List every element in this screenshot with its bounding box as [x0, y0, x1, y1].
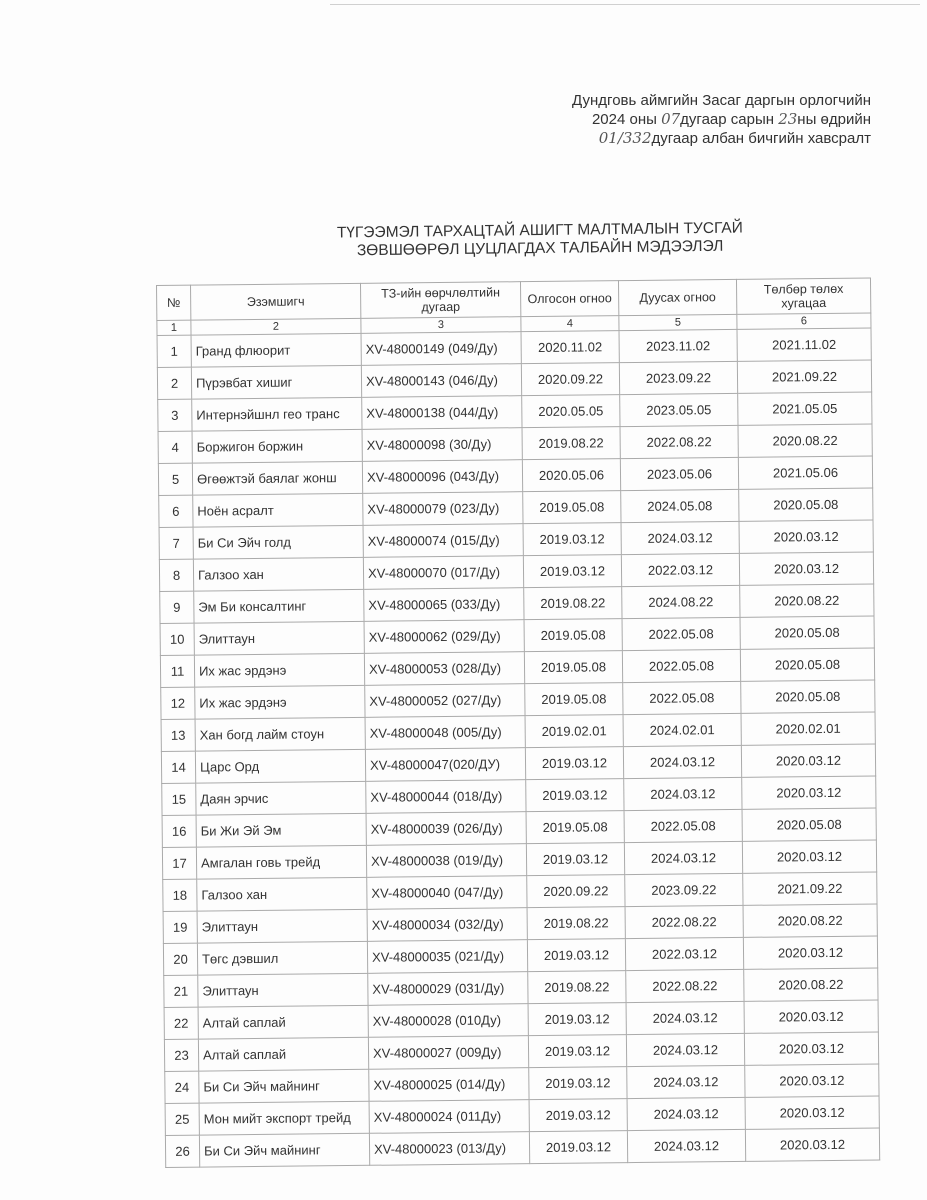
license-number: XV-48000035 (021/Ду): [367, 940, 527, 974]
owner-name: Эм Би консалтинг: [194, 589, 364, 623]
column-number: 2: [191, 318, 361, 335]
expiry-date: 2022.03.12: [621, 553, 739, 586]
header-expiry-date: Дуусах огноо: [618, 279, 736, 315]
owner-name: Даян эрчис: [196, 781, 366, 815]
payment-due-date: 2020.03.12: [739, 552, 873, 585]
expiry-date: 2024.03.12: [627, 1065, 745, 1098]
payment-due-date: 2020.05.08: [739, 488, 873, 521]
header-owner: Эзэмшигч: [191, 283, 361, 320]
expiry-date: 2023.11.02: [619, 329, 737, 362]
license-number: XV-48000079 (023/Ду): [363, 492, 523, 526]
row-number: 1: [157, 335, 191, 367]
issued-date: 2020.05.05: [522, 395, 620, 428]
note-year: 2024 оны: [591, 111, 657, 128]
attachment-note-line1: Дундговь аймгийн Засаг даргын орлогчийн: [572, 92, 871, 109]
issued-date: 2019.08.22: [528, 971, 626, 1004]
row-number: 5: [158, 463, 192, 495]
license-number: XV-48000098 (30/Ду): [362, 428, 522, 462]
issued-date: 2019.05.08: [525, 683, 623, 716]
expiry-date: 2022.08.22: [625, 905, 743, 938]
payment-due-date: 2020.03.12: [739, 520, 873, 553]
row-number: 19: [163, 911, 197, 943]
issued-date: 2020.05.06: [522, 459, 620, 492]
note-ref-handwritten: 01/332: [598, 129, 652, 147]
issued-date: 2019.03.12: [526, 843, 624, 876]
row-number: 21: [164, 975, 198, 1007]
owner-name: Би Си Эйч майнинг: [199, 1133, 369, 1167]
expiry-date: 2024.08.22: [622, 585, 740, 618]
row-number: 17: [162, 847, 196, 879]
expiry-date: 2024.03.12: [626, 1033, 744, 1066]
header-no: №: [157, 285, 191, 320]
payment-due-date: 2021.09.22: [737, 360, 871, 393]
owner-name: Амгалан говь трейд: [196, 845, 366, 879]
expiry-date: 2024.03.12: [626, 1001, 744, 1034]
payment-due-date: 2020.05.08: [741, 680, 875, 713]
issued-date: 2020.11.02: [521, 331, 619, 364]
owner-name: Би Си Эйч голд: [193, 525, 363, 559]
expiry-date: 2024.03.12: [627, 1097, 745, 1130]
issued-date: 2019.03.12: [523, 555, 621, 588]
issued-date: 2020.09.22: [521, 363, 619, 396]
payment-due-date: 2020.08.22: [740, 584, 874, 617]
attachment-note: [451, 92, 871, 148]
row-number: 12: [161, 687, 195, 719]
document-title: [290, 219, 790, 261]
row-number: 16: [162, 815, 196, 847]
payment-due-date: 2020.05.08: [740, 616, 874, 649]
note-day-handwritten: 23: [778, 110, 798, 128]
issued-date: 2019.03.12: [526, 779, 624, 812]
payment-due-date: 2020.03.12: [742, 776, 876, 809]
row-number: 4: [158, 431, 192, 463]
payment-due-date: 2020.03.12: [743, 936, 877, 969]
issued-date: 2019.05.08: [523, 491, 621, 524]
expiry-date: 2022.05.08: [624, 809, 742, 842]
issued-date: 2019.03.12: [523, 523, 621, 556]
license-number: XV-48000029 (031/Ду): [368, 972, 528, 1006]
owner-name: Элиттаун: [197, 909, 367, 943]
license-number: XV-48000025 (014/Ду): [369, 1068, 529, 1102]
payment-due-date: 2020.03.12: [742, 840, 876, 873]
expiry-date: 2024.03.12: [627, 1129, 745, 1162]
issued-date: 2019.08.22: [522, 427, 620, 460]
expiry-date: 2024.03.12: [624, 777, 742, 810]
table-row: [165, 1128, 879, 1167]
issued-date: 2019.03.12: [529, 1099, 627, 1132]
payment-due-date: 2020.05.08: [740, 648, 874, 681]
expiry-date: 2024.03.12: [624, 841, 742, 874]
payment-due-date: 2021.05.05: [738, 392, 872, 425]
payment-due-date: 2020.02.01: [741, 712, 875, 745]
owner-name: Төгс дэвшил: [197, 941, 367, 975]
column-number: 4: [521, 316, 619, 332]
expiry-date: 2023.05.05: [620, 393, 738, 426]
row-number: 11: [160, 655, 194, 687]
note-month-handwritten: 07: [661, 110, 681, 128]
expiry-date: 2022.05.08: [622, 649, 740, 682]
issued-date: 2019.03.12: [528, 1035, 626, 1068]
row-number: 23: [164, 1039, 198, 1071]
row-number: 18: [163, 879, 197, 911]
issued-date: 2019.03.12: [528, 1003, 626, 1036]
license-number: XV-48000065 (033/Ду): [364, 588, 524, 622]
owner-name: Боржигон боржин: [192, 429, 362, 463]
row-number: 9: [160, 591, 194, 623]
row-number: 15: [162, 783, 196, 815]
license-number: XV-48000027 (009Ду): [368, 1036, 528, 1070]
expiry-date: 2022.05.08: [622, 617, 740, 650]
license-number: XV-48000062 (029/Ду): [364, 620, 524, 654]
row-number: 7: [159, 527, 193, 559]
column-number: 1: [157, 320, 191, 335]
row-number: 10: [160, 623, 194, 655]
payment-due-date: 2021.09.22: [743, 872, 877, 905]
row-number: 24: [165, 1071, 199, 1103]
row-number: 26: [165, 1135, 199, 1167]
owner-name: Галзоо хан: [197, 877, 367, 911]
license-number: XV-48000039 (026/Ду): [366, 812, 526, 846]
owner-name: Интернэйшнл гео транс: [192, 397, 362, 431]
license-number: XV-48000047(020/ДУ): [365, 748, 525, 782]
payment-due-date: 2021.05.06: [738, 456, 872, 489]
table-body: [157, 328, 880, 1167]
expiry-date: 2024.02.01: [623, 713, 741, 746]
note-day-label: ны өдрийн: [797, 111, 871, 128]
license-number: XV-48000044 (018/Ду): [366, 780, 526, 814]
payment-due-date: 2020.08.22: [744, 968, 878, 1001]
payment-due-date: 2020.08.22: [743, 904, 877, 937]
row-number: 2: [157, 367, 191, 399]
owner-name: Их жас эрдэнэ: [195, 685, 365, 719]
expiry-date: 2022.03.12: [625, 937, 743, 970]
owner-name: Мон мийт экспорт трейд: [199, 1101, 369, 1135]
column-number: 5: [619, 314, 737, 330]
license-number: XV-48000040 (047/Ду): [367, 876, 527, 910]
owner-name: Би Жи Эй Эм: [196, 813, 366, 847]
expiry-date: 2022.08.22: [620, 425, 738, 458]
owner-name: Хан богд лайм стоун: [195, 717, 365, 751]
expiry-date: 2023.09.22: [619, 361, 737, 394]
note-month-label: дугаар сарын: [680, 111, 775, 128]
payment-due-date: 2020.03.12: [745, 1064, 879, 1097]
issued-date: 2019.08.22: [527, 907, 625, 940]
license-number: XV-48000138 (044/Ду): [362, 396, 522, 430]
header-payment-due: Төлбөр төлөх хугацаа: [736, 278, 870, 314]
expiry-date: 2022.08.22: [626, 969, 744, 1002]
license-table: [156, 278, 880, 1168]
owner-name: Их жас эрдэнэ: [194, 653, 364, 687]
row-number: 14: [161, 751, 195, 783]
payment-due-date: 2020.03.12: [745, 1128, 879, 1161]
owner-name: Элиттаун: [194, 621, 364, 655]
row-number: 8: [159, 559, 193, 591]
issued-date: 2019.03.12: [529, 1131, 627, 1164]
issued-date: 2019.03.12: [529, 1067, 627, 1100]
owner-name: Пүрэвбат хишиг: [191, 365, 361, 399]
owner-name: Галзоо хан: [193, 557, 363, 591]
row-number: 13: [161, 719, 195, 751]
license-number: XV-48000149 (049/Ду): [361, 332, 521, 366]
issued-date: 2019.03.12: [527, 939, 625, 972]
document-title-line2: ЗӨВШӨӨРӨЛ ЦУЦЛАГДАХ ТАЛБАЙН МЭДЭЭЛЭЛ: [356, 237, 724, 260]
row-number: 6: [159, 495, 193, 527]
license-number: XV-48000052 (027/Ду): [365, 684, 525, 718]
license-number: XV-48000074 (015/Ду): [363, 524, 523, 558]
issued-date: 2019.05.08: [524, 651, 622, 684]
license-number: XV-48000143 (046/Ду): [361, 364, 521, 398]
attachment-note-line3: [451, 129, 871, 148]
row-number: 3: [158, 399, 192, 431]
owner-name: Ноён асралт: [193, 493, 363, 527]
column-number: 3: [361, 317, 521, 334]
owner-name: Би Си Эйч майнинг: [199, 1069, 369, 1103]
row-number: 25: [165, 1103, 199, 1135]
expiry-date: 2023.05.06: [620, 457, 738, 490]
scan-edge-line: [330, 4, 920, 5]
payment-due-date: 2020.03.12: [744, 1000, 878, 1033]
issued-date: 2019.08.22: [524, 587, 622, 620]
license-number: XV-48000023 (013/Ду): [369, 1132, 529, 1166]
issued-date: 2019.05.08: [526, 811, 624, 844]
payment-due-date: 2020.03.12: [744, 1032, 878, 1065]
license-number: XV-48000070 (017/Ду): [363, 556, 523, 590]
license-number: XV-48000038 (019/Ду): [366, 844, 526, 878]
header-license-number: ТЗ-ийн өөрчлөлтийн дугаар: [360, 282, 520, 319]
expiry-date: 2024.05.08: [621, 489, 739, 522]
note-ref-label: дугаар албан бичгийн хавсралт: [651, 130, 871, 147]
owner-name: Гранд флюорит: [191, 333, 361, 367]
document-title-line1: ТҮГЭЭМЭЛ ТАРХАЦТАЙ АШИГТ МАЛТМАЛЫН ТУСГАЙ: [336, 219, 743, 242]
issued-date: 2019.03.12: [525, 747, 623, 780]
column-number: 6: [737, 313, 871, 329]
issued-date: 2019.05.08: [524, 619, 622, 652]
owner-name: Өгөөжтэй баялаг жонш: [192, 461, 362, 495]
expiry-date: 2022.05.08: [623, 681, 741, 714]
issued-date: 2020.09.22: [527, 875, 625, 908]
owner-name: Алтай саплай: [198, 1005, 368, 1039]
owner-name: Алтай саплай: [198, 1037, 368, 1071]
license-number: XV-48000048 (005/Ду): [365, 716, 525, 750]
row-number: 20: [163, 943, 197, 975]
payment-due-date: 2020.03.12: [745, 1096, 879, 1129]
owner-name: Элиттаун: [198, 973, 368, 1007]
issued-date: 2019.02.01: [525, 715, 623, 748]
owner-name: Царс Орд: [195, 749, 365, 783]
license-number: XV-48000028 (010Ду): [368, 1004, 528, 1038]
expiry-date: 2024.03.12: [621, 521, 739, 554]
header-issued-date: Олгосон огноо: [520, 281, 618, 317]
payment-due-date: 2021.11.02: [737, 328, 871, 361]
license-number: XV-48000034 (032/Ду): [367, 908, 527, 942]
payment-due-date: 2020.08.22: [738, 424, 872, 457]
license-number: XV-48000053 (028/Ду): [364, 652, 524, 686]
payment-due-date: 2020.05.08: [742, 808, 876, 841]
attachment-note-line2: [451, 110, 871, 129]
license-number: XV-48000024 (011Ду): [369, 1100, 529, 1134]
row-number: 22: [164, 1007, 198, 1039]
payment-due-date: 2020.03.12: [741, 744, 875, 777]
expiry-date: 2024.03.12: [623, 745, 741, 778]
license-number: XV-48000096 (043/Ду): [362, 460, 522, 494]
expiry-date: 2023.09.22: [625, 873, 743, 906]
